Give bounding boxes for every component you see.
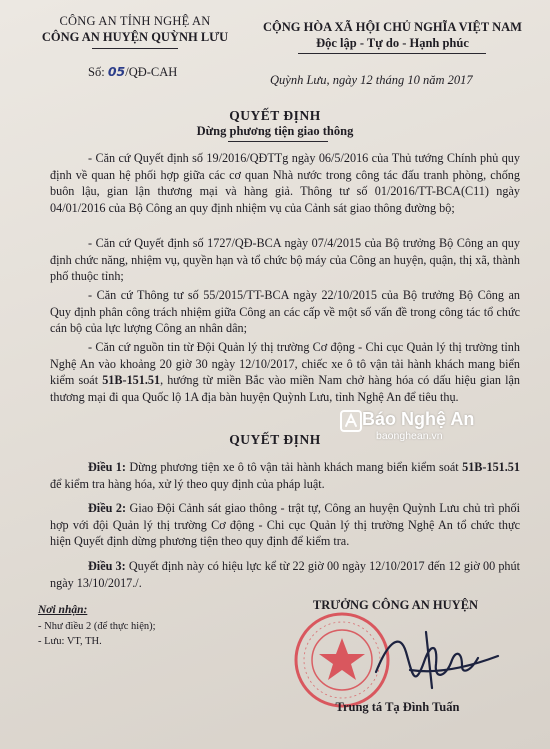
article-1-plate: 51B-151.51 bbox=[462, 460, 520, 474]
national-motto: Độc lập - Tự do - Hạnh phúc bbox=[316, 36, 469, 50]
p4-text-after: , hướng từ miền Bắc vào miền Nam chở hàng hóa có dấu hiệu gian lận thương mại đi qua Quốc lộ 1A địa bàn huyện Quỳnh Lưu, tỉnh Nghệ An để tiêu thụ. bbox=[50, 373, 520, 404]
p4-text-before: - Căn cứ nguồn tin từ Đội Quản lý thị trường Cơ động - Chi cục Quản lý thị trường tỉnh Nghệ An vào khoảng 20 giờ 30 ngày 12/10/2017, chiếc xe ô tô vận tải hành khách mang biển kiểm soát bbox=[50, 340, 520, 387]
article-1 bbox=[50, 459, 520, 492]
preamble-paragraph-1: - Căn cứ Quyết định số 19/2016/QĐTTg ngày 06/5/2016 của Thủ tướng Chính phủ quy định về quan hệ phối hợp giữa các cơ quan Nhà nước trong công tác đấu tranh phòng, chống buôn lậu, gian lận thương mại và hàng giả. Thông tư số 01/2016/TT-BCA(C11) ngày 04/01/2016 của Bộ Công an quy định nhiệm vụ của Cảnh sát giao thông đường bộ; bbox=[50, 151, 520, 215]
agency-line-2: CÔNG AN HUYỆN QUỲNH LƯU bbox=[41, 30, 229, 44]
news-logo-icon bbox=[340, 410, 362, 432]
subtitle-underline bbox=[228, 141, 328, 142]
agency-line-1: CÔNG AN TỈNH NGHỆ AN bbox=[59, 14, 211, 28]
watermark-title: Báo Nghệ An bbox=[362, 409, 475, 429]
signer-name: Trung tá Tạ Đình Tuấn bbox=[335, 700, 460, 714]
recipient-item: - Như điều 2 (để thực hiện); bbox=[38, 621, 156, 632]
preamble-paragraph-2: - Căn cứ Quyết định số 1727/QĐ-BCA ngày 07/4/2015 của Bộ trưởng Bộ Công an quy định chức năng, nhiệm vụ, quyền hạn và tổ chức bộ máy của Công an huyện, quận, thị xã, thành phố thuộc tỉnh; bbox=[50, 236, 520, 283]
preamble-paragraph-3: - Căn cứ Thông tư số 55/2015/TT-BCA ngày 22/10/2015 của Bộ trưởng Bộ Công an Quy định phân công trách nhiệm giữa Công an các cấp về một số vấn đề trong công tác tổ chức cán bộ của lực lượng Công an nhân dân; bbox=[50, 288, 520, 335]
article-3-text: Quyết định này có hiệu lực kể từ 22 giờ 00 ngày 12/10/2017 đến 12 giờ 00 phút ngày 13/10/2017./. bbox=[50, 559, 520, 590]
article-2-text: Giao Đội Cảnh sát giao thông - trật tự, Công an huyện Quỳnh Lưu chủ trì phối hợp với đội Quản lý thị trường Cơ động - Chi cục Quản lý thị trường Nghệ An tổ chức thực hiện Quyết định dừng phương tiện theo quy định để kiểm tra. bbox=[50, 501, 520, 548]
document-number bbox=[88, 64, 177, 80]
motto-underline bbox=[298, 53, 486, 54]
decision-heading: QUYẾT ĐỊNH bbox=[229, 432, 321, 447]
agency-underline bbox=[92, 48, 178, 49]
recipient-item: - Lưu: VT, TH. bbox=[38, 636, 102, 647]
article-1-text: Dừng phương tiện xe ô tô vận tải hành khách mang biển kiểm soát bbox=[125, 460, 463, 474]
recipients-label: Nơi nhận: bbox=[38, 604, 88, 616]
watermark-url: baonghean.vn bbox=[376, 430, 443, 442]
number-label: Số: bbox=[88, 65, 105, 79]
national-title: CỘNG HÒA XÃ HỘI CHỦ NGHĨA VIỆT NAM bbox=[263, 20, 522, 34]
preamble-paragraph-4 bbox=[50, 339, 520, 405]
license-plate: 51B-151.51 bbox=[102, 373, 161, 387]
article-2-label: Điều 2: bbox=[88, 501, 127, 515]
place-date: Quỳnh Lưu, ngày 12 tháng 10 năm 2017 bbox=[270, 73, 473, 87]
document-title: QUYẾT ĐỊNH bbox=[229, 108, 321, 123]
number-suffix: /QĐ-CAH bbox=[125, 65, 178, 79]
article-3 bbox=[50, 558, 520, 591]
signature-icon bbox=[366, 612, 506, 702]
document-subtitle: Dừng phương tiện giao thông bbox=[196, 124, 354, 138]
number-value: 05 bbox=[107, 64, 126, 79]
article-2 bbox=[50, 500, 520, 550]
article-1-text-2: để kiểm tra hàng hóa, xử lý theo quy định của pháp luật. bbox=[50, 476, 325, 491]
article-1-label: Điều 1: bbox=[88, 460, 126, 474]
signer-title: TRƯỞNG CÔNG AN HUYỆN bbox=[312, 598, 479, 612]
article-3-label: Điều 3: bbox=[88, 559, 126, 573]
